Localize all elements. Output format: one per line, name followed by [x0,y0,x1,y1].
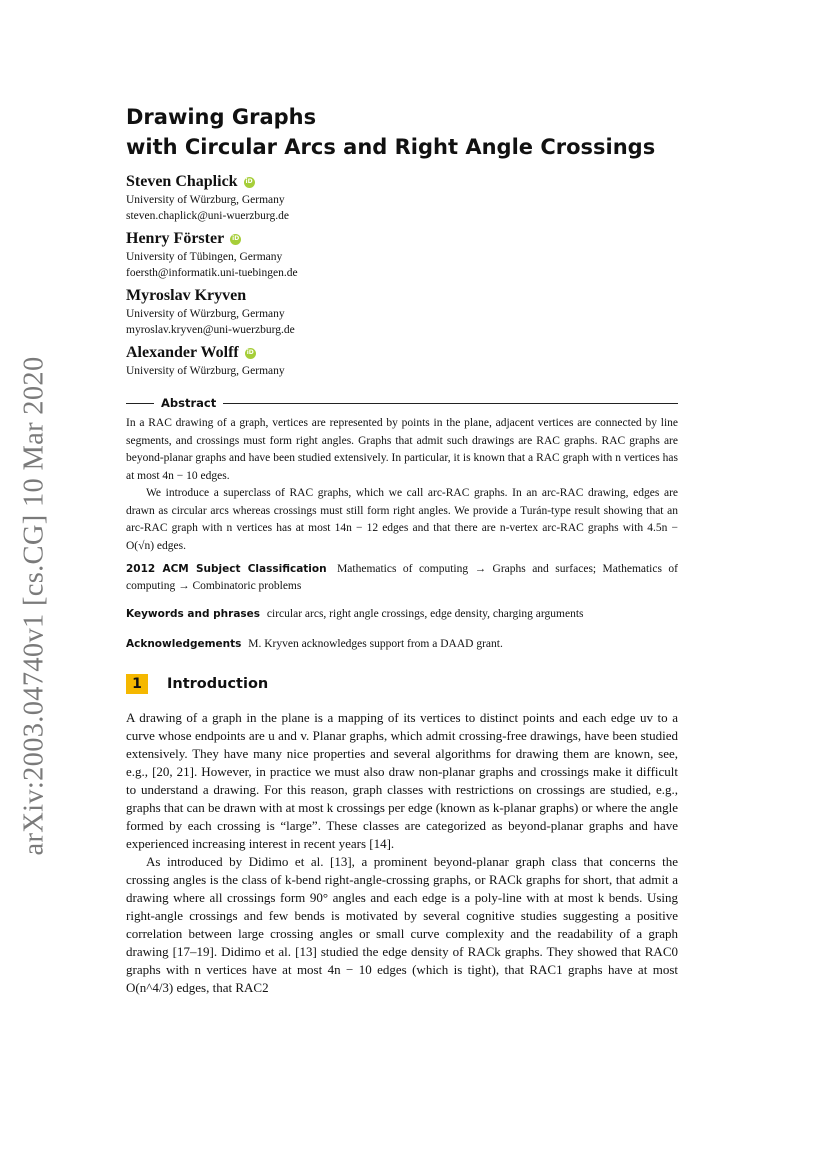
author-block [126,229,678,281]
author-block [126,172,678,224]
abstract-label: Abstract [161,396,217,410]
abstract-rule-left [126,403,154,404]
author-name: Alexander Wolff [126,344,239,361]
author-affiliation: University of Würzburg, Germany [126,308,285,320]
author-name: Henry Förster [126,230,225,247]
section-title: Introduction [167,676,269,692]
section-body [126,709,678,997]
acknowledgements [126,636,678,653]
author-name: Myroslav Kryven [126,287,247,304]
acm-label: 2012 ACM Subject Classification [126,563,327,575]
orcid-icon[interactable]: iD [230,234,241,245]
keywords-text: circular arcs, right angle crossings, edge density, charging arguments [266,608,584,620]
keywords [126,606,678,623]
acm-classification [126,561,678,595]
arxiv-stamp [14,356,54,856]
title-line-1: Drawing Graphs [126,105,317,129]
section-number-badge: 1 [126,674,148,694]
orcid-icon[interactable]: iD [244,177,255,188]
author-affiliation: University of Würzburg, Germany [126,194,285,206]
author-affiliation: University of Würzburg, Germany [126,365,285,377]
author-email[interactable]: foersth@informatik.uni-tuebingen.de [126,267,298,279]
abstract-body [126,415,678,555]
author-block [126,343,678,379]
body-paragraph-1: A drawing of a graph in the plane is a mapping of its vertices to distinct points and each edge uv to a curve whose endpoints are u and v. Planar graphs, which admit crossing-free drawings, have been studied extensively. They have many nice properties and several algorithms for drawing them are known, see, e.g., [20, 21]. However, in practice we must also draw non-planar graphs and crossings make it difficult to understand a drawing. For this reason, graph classes with restrictions on crossings are studied, e.g., graphs that can be drawn with at most k crossings per edge (known as k-planar graphs) or where the angle formed by each crossing is “large”. These classes are categorized as beyond-planar graphs and have experienced increasing interest in recent years [14]. [126,710,678,851]
author-name: Steven Chaplick [126,173,238,190]
paper-title [126,102,655,162]
abstract-paragraph-2: We introduce a superclass of RAC graphs, which we call arc-RAC graphs. In an arc-RAC drawing, edges are drawn as circular arcs whereas crossings must still form right angles. We provide a Turán-type result showing that an arc-RAC graph with n vertices has at most 14n − 12 edges and that there are n-vertex arc-RAC graphs with 4.5n − O(√n) edges. [126,487,678,552]
section-heading [126,674,268,694]
abstract-rule-right [223,403,678,404]
author-block [126,286,678,338]
arxiv-stamp-text: arXiv:2003.04740v1 [cs.CG] 10 Mar 2020 [18,356,50,856]
acm-text: Mathematics of computing → Graphs and surfaces; Mathematics of computing → Combinatoric problems [126,563,678,592]
abstract-heading [126,396,678,410]
author-email[interactable]: myroslav.kryven@uni-wuerzburg.de [126,324,295,336]
orcid-icon[interactable]: iD [245,348,256,359]
author-affiliation: University of Tübingen, Germany [126,251,283,263]
author-email[interactable]: steven.chaplick@uni-wuerzburg.de [126,210,290,222]
keywords-label: Keywords and phrases [126,608,261,620]
acknowledgements-label: Acknowledgements [126,638,242,650]
abstract-paragraph-1: In a RAC drawing of a graph, vertices are represented by points in the plane, adjacent vertices are connected by line segments, and crossings must form right angles. Graphs that admit such drawings are RAC graphs. RAC graphs are beyond-planar graphs and have been studied extensively. In particular, it is known that a RAC graph with n vertices has at most 4n − 10 edges. [126,417,678,482]
title-line-2: with Circular Arcs and Right Angle Crossings [126,135,656,159]
acknowledgements-text: M. Kryven acknowledges support from a DAAD grant. [248,638,503,650]
body-paragraph-2: As introduced by Didimo et al. [13], a prominent beyond-planar graph class that concerns the crossing angles is the class of k-bend right-angle-crossing graphs, or RACk graphs for short, that admit a drawing where all crossings form 90° angles and each edge is a poly-line with at most k bends. Using right-angle crossings and few bends is motivated by several cognitive studies suggesting a positive correlation between large crossing angles or small curve complexity and the readability of a graph drawing [17–19]. Didimo et al. [13] studied the edge density of RACk graphs. They showed that RAC0 graphs with n vertices have at most 4n − 10 edges (which is tight), that RAC1 graphs have at most O(n^4/3) edges, that RAC2 [126,854,678,995]
